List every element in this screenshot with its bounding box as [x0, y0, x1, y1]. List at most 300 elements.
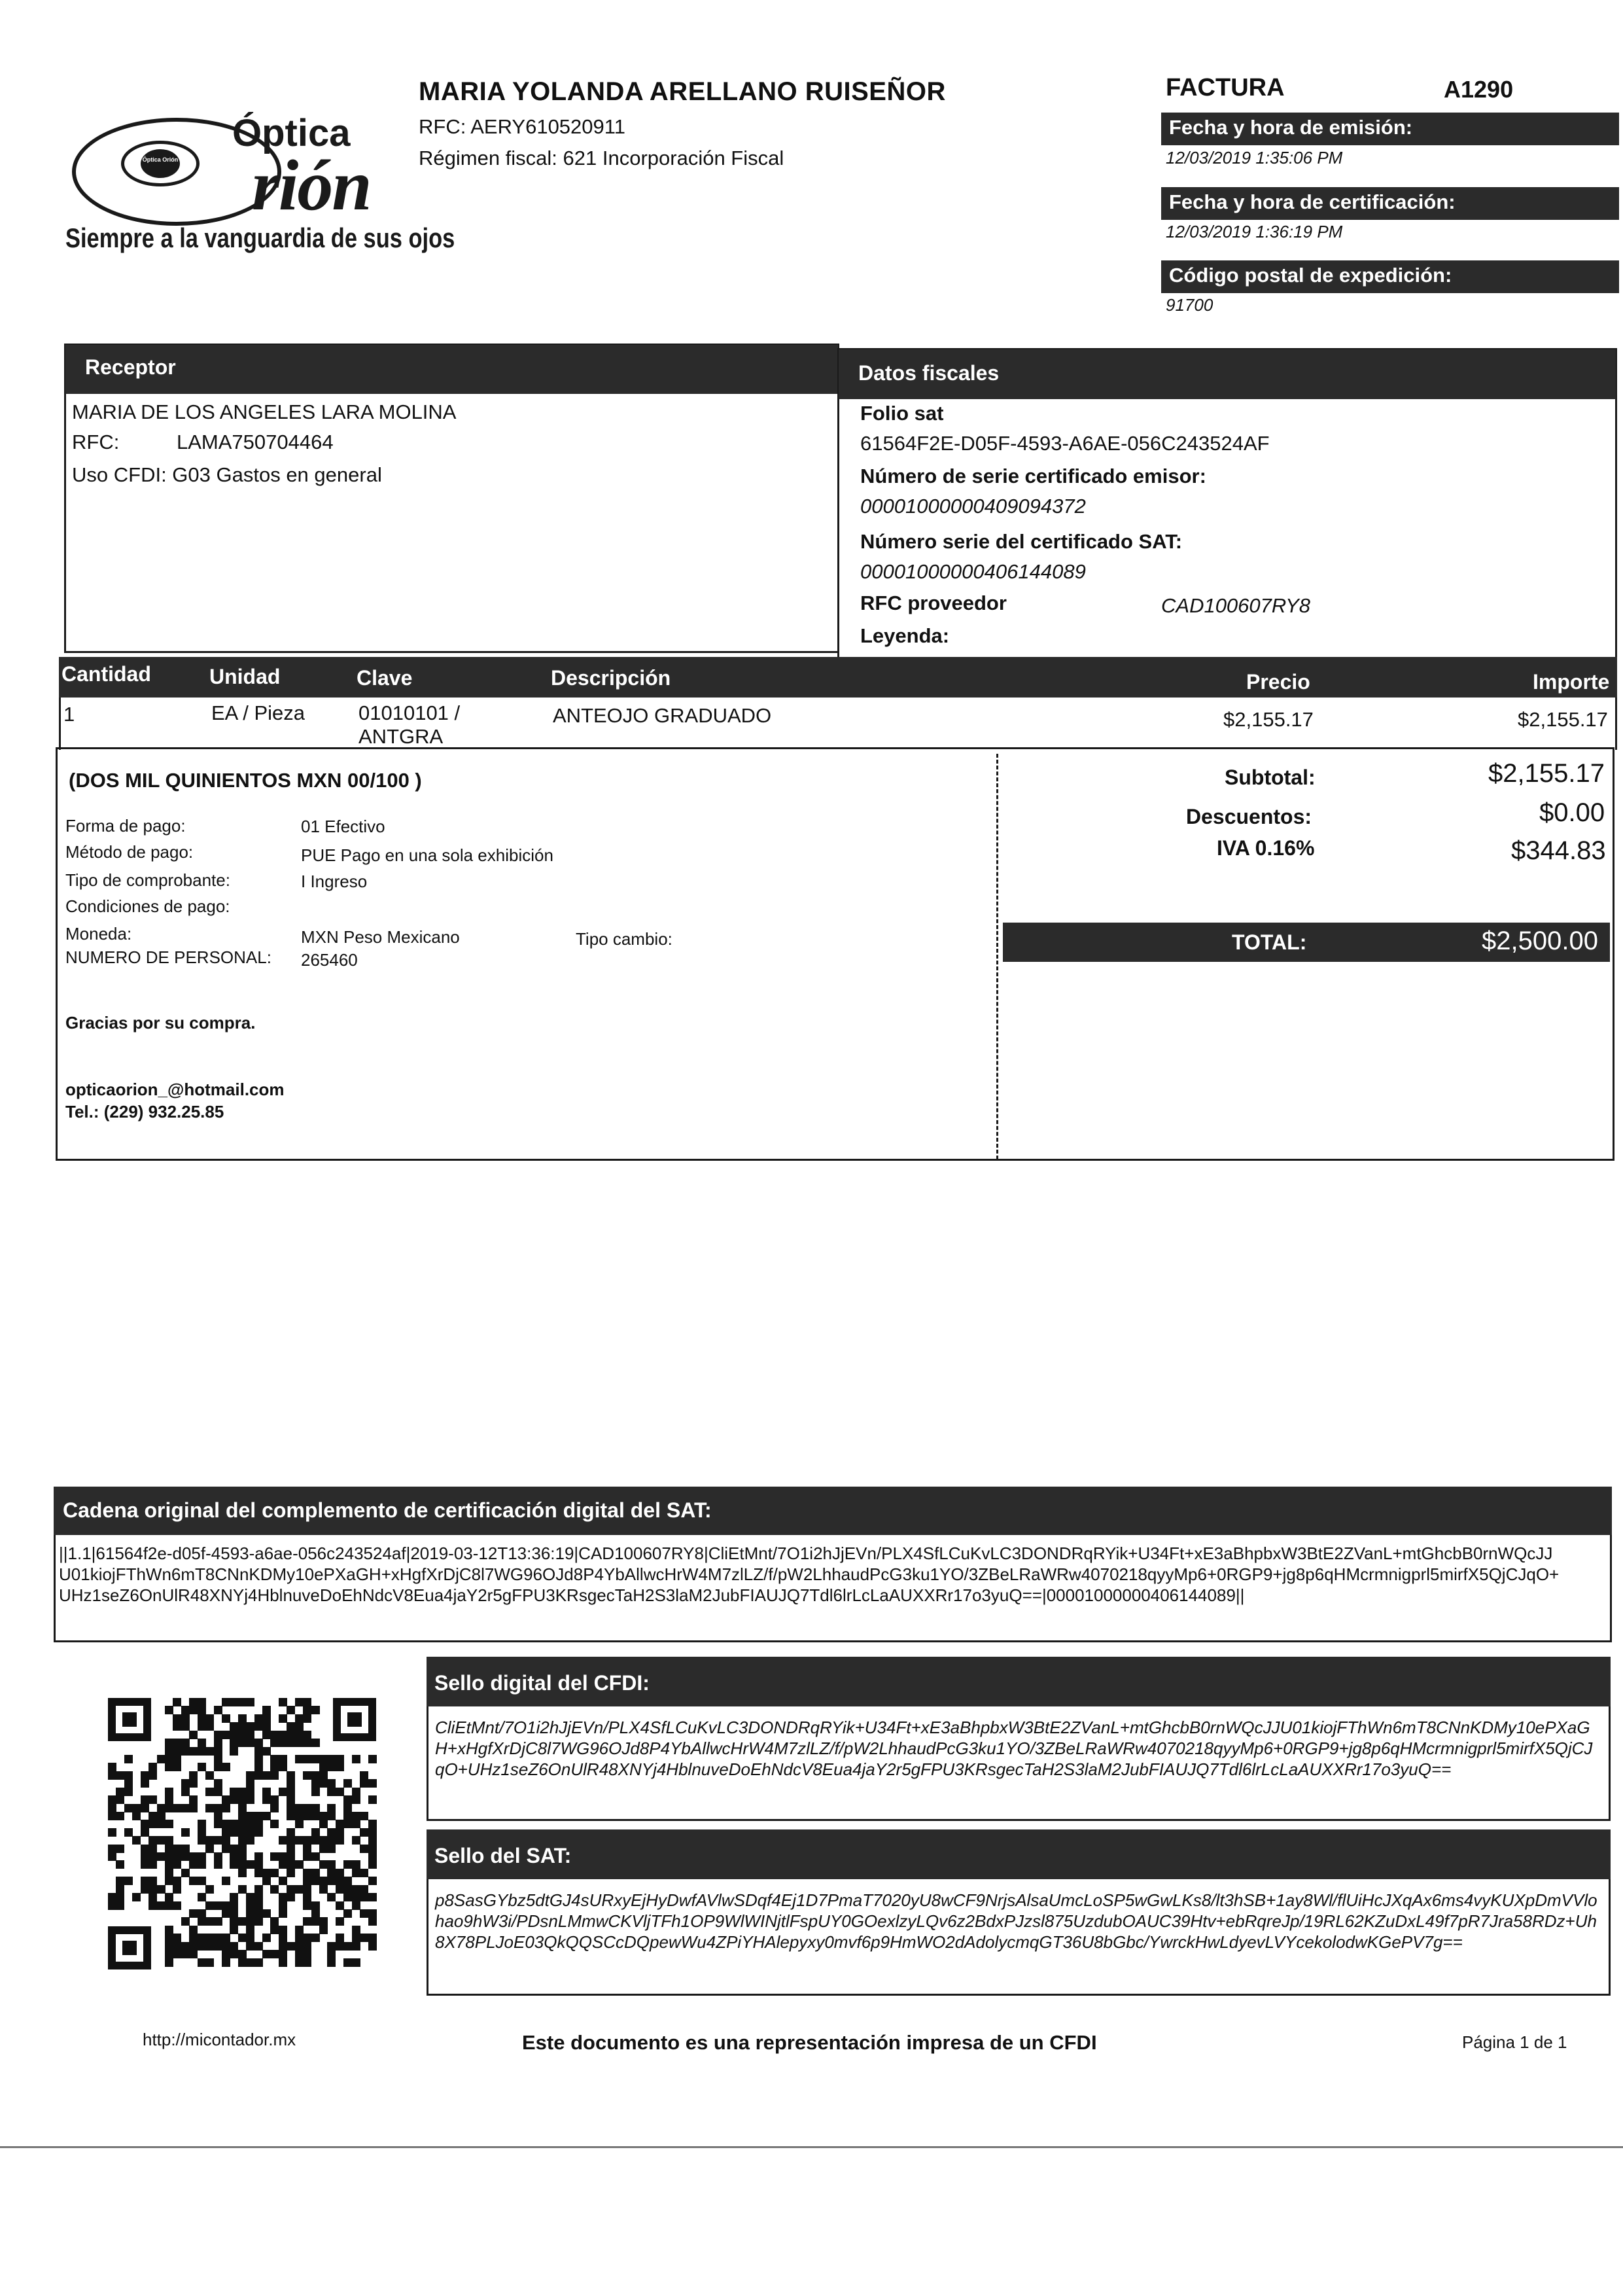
qr-module — [295, 1942, 304, 1951]
qr-module — [173, 1901, 181, 1910]
contact-email: opticaorion_@hotmail.com — [65, 1080, 285, 1099]
qr-module — [254, 1763, 263, 1771]
qr-module — [262, 1706, 271, 1714]
personal-value: 265460 — [301, 950, 358, 970]
qr-module — [262, 1909, 271, 1918]
header-precio: Precio — [1246, 670, 1310, 694]
qr-module — [230, 1845, 238, 1853]
qr-module — [303, 1739, 311, 1747]
qr-module — [157, 1836, 166, 1845]
qr-module — [311, 1828, 320, 1837]
qr-module — [181, 1788, 190, 1796]
qr-module — [205, 1942, 214, 1951]
qr-module — [311, 1909, 320, 1918]
qr-module — [279, 1763, 287, 1771]
qr-module — [262, 1731, 271, 1739]
qr-module — [238, 1869, 247, 1877]
cp-label: Código postal de expedición: — [1161, 260, 1619, 293]
qr-module — [181, 1845, 190, 1853]
qr-module — [148, 1885, 157, 1894]
qr-module — [173, 1763, 181, 1771]
qr-module — [238, 1739, 247, 1747]
qr-module — [189, 1852, 198, 1861]
total-label: TOTAL: — [1232, 930, 1307, 954]
qr-module — [124, 1804, 133, 1812]
qr-module — [336, 1828, 344, 1837]
qr-module — [287, 1706, 295, 1714]
qr-module — [165, 1747, 173, 1756]
folio-value: 61564F2E-D05F-4593-A6AE-056C243524AF — [860, 432, 1270, 455]
qr-module — [198, 1722, 206, 1731]
qr-module — [214, 1739, 222, 1747]
qr-module — [205, 1804, 214, 1812]
qr-module — [189, 1698, 198, 1706]
personal-label: NUMERO DE PERSONAL: — [65, 947, 271, 967]
rfc-proveedor-label: RFC proveedor — [860, 592, 1007, 614]
qr-module — [238, 1731, 247, 1739]
qr-module — [148, 1877, 157, 1885]
qr-module — [189, 1950, 198, 1958]
qr-module — [327, 1877, 336, 1885]
qr-module — [303, 1877, 311, 1885]
qr-module — [360, 1779, 368, 1788]
tipo-comprobante-label: Tipo de comprobante: — [65, 870, 230, 890]
qr-module — [222, 1909, 230, 1918]
header-cantidad: Cantidad — [61, 662, 151, 686]
qr-module — [295, 1755, 304, 1763]
qr-module — [352, 1820, 360, 1828]
serie-sat-label: Número serie del certificado SAT: — [860, 530, 1183, 553]
qr-module — [360, 1845, 368, 1853]
qr-module — [270, 1739, 279, 1747]
qr-module — [360, 1828, 368, 1837]
qr-module — [246, 1893, 254, 1901]
qr-module — [124, 1755, 133, 1763]
qr-module — [222, 1795, 230, 1804]
qr-module — [311, 1917, 320, 1926]
qr-module — [205, 1747, 214, 1756]
qr-module — [181, 1747, 190, 1756]
qr-module — [148, 1901, 157, 1910]
qr-module — [303, 1869, 311, 1877]
qr-module — [230, 1788, 238, 1796]
qr-module — [108, 1763, 116, 1771]
qr-module — [336, 1869, 344, 1877]
qr-module — [165, 1893, 173, 1901]
qr-module — [238, 1845, 247, 1853]
qr-module — [254, 1885, 263, 1894]
qr-module — [148, 1820, 157, 1828]
qr-module — [230, 1739, 238, 1747]
qr-module — [173, 1934, 181, 1942]
qr-module — [181, 1714, 190, 1723]
qr-module — [368, 1893, 377, 1901]
qr-module — [198, 1860, 206, 1869]
qr-module — [295, 1926, 304, 1934]
qr-module — [262, 1771, 271, 1780]
items-header — [59, 657, 1617, 698]
qr-module — [238, 1950, 247, 1958]
qr-module — [303, 1958, 311, 1967]
qr-module — [287, 1836, 295, 1845]
qr-module — [295, 1950, 304, 1958]
qr-module — [327, 1860, 336, 1869]
qr-module — [270, 1926, 279, 1934]
issuer-rfc: RFC: AERY610520911 — [419, 115, 625, 138]
table-row — [59, 698, 1617, 750]
qr-module — [336, 1836, 344, 1845]
qr-module — [141, 1877, 149, 1885]
qr-module — [336, 1755, 344, 1763]
qr-module — [205, 1836, 214, 1845]
qr-module — [254, 1917, 263, 1926]
qr-module — [319, 1755, 328, 1763]
qr-module — [343, 1779, 352, 1788]
qr-module — [222, 1804, 230, 1812]
qr-module — [141, 1795, 149, 1804]
qr-module — [368, 1828, 377, 1837]
qr-module — [303, 1731, 311, 1739]
qr-module — [116, 1845, 124, 1853]
qr-module — [270, 1755, 279, 1763]
serie-sat-value: 00001000000406144089 — [860, 560, 1086, 583]
qr-module — [319, 1779, 328, 1788]
qr-module — [230, 1901, 238, 1910]
qr-module — [270, 1885, 279, 1894]
qr-module — [279, 1852, 287, 1861]
qr-module — [238, 1917, 247, 1926]
qr-module — [368, 1942, 377, 1951]
qr-module — [311, 1852, 320, 1861]
qr-module — [368, 1779, 377, 1788]
qr-module — [238, 1698, 247, 1706]
qr-module — [238, 1812, 247, 1820]
qr-module — [148, 1812, 157, 1820]
company-logo — [59, 92, 455, 268]
qr-module — [181, 1804, 190, 1812]
qr-module — [198, 1820, 206, 1828]
qr-module — [108, 1852, 116, 1861]
qr-module — [189, 1942, 198, 1951]
qr-module — [116, 1795, 124, 1804]
qr-module — [205, 1934, 214, 1942]
qr-module — [198, 1852, 206, 1861]
qr-module — [165, 1706, 173, 1714]
qr-module — [173, 1885, 181, 1894]
certificacion-value: 12/03/2019 1:36:19 PM — [1166, 222, 1343, 241]
qr-module — [287, 1828, 295, 1837]
qr-module — [230, 1893, 238, 1901]
qr-module — [198, 1763, 206, 1771]
qr-module — [287, 1852, 295, 1861]
qr-module — [303, 1852, 311, 1861]
qr-module — [198, 1917, 206, 1926]
qr-module — [262, 1747, 271, 1756]
qr-module — [230, 1747, 238, 1756]
qr-module — [181, 1917, 190, 1926]
qr-module — [165, 1860, 173, 1869]
forma-pago-label: Forma de pago: — [65, 816, 186, 836]
qr-module — [303, 1917, 311, 1926]
qr-module — [295, 1739, 304, 1747]
qr-module — [198, 1698, 206, 1706]
qr-module — [230, 1917, 238, 1926]
qr-module — [303, 1714, 311, 1723]
qr-module — [214, 1747, 222, 1756]
qr-module — [319, 1836, 328, 1845]
sello-sat-text: p8SasGYbz5dtGJ4sURxyEjHyDwfAVlwSDqf4Ej1D7PmaT7020yU8wCF9NrjsAlsaUmcLoSP5wGwLKs8/lt3hSB+1ay8Wl/flUiHcJXqAx6ms4vyKUXpDmVVlohao9hW3i/PDsnLMmwCKVljTFh1OP9WlWINjtlFspUY0GOexlzyLQv6z2BdxPJzsl875UzdubOAUC39Htv+ebRqreJp/19RL62KZuDxL49f7pR7Jra58RDz+Uh8X78PLJoE03QkQQSCcDQpewWu4ZPiYHAlepyxy0mvf6p9HmWO2dAdolycmqGT36U8bGbc/YwrckHwLdyevLVYcekolodwKGePV7g== — [435, 1890, 1597, 1952]
qr-module — [165, 1755, 173, 1763]
qr-module — [303, 1836, 311, 1845]
qr-module — [132, 1893, 141, 1901]
qr-module — [254, 1869, 263, 1877]
qr-module — [205, 1714, 214, 1723]
qr-module — [319, 1885, 328, 1894]
qr-module — [214, 1812, 222, 1820]
qr-module — [279, 1788, 287, 1796]
qr-module — [311, 1804, 320, 1812]
qr-module — [368, 1836, 377, 1845]
qr-module — [198, 1877, 206, 1885]
qr-module — [270, 1804, 279, 1812]
qr-module — [368, 1852, 377, 1861]
qr-module — [352, 1860, 360, 1869]
qr-module — [205, 1722, 214, 1731]
qr-module — [270, 1731, 279, 1739]
qr-module — [238, 1820, 247, 1828]
qr-module — [222, 1942, 230, 1951]
moneda-value: MXN Peso Mexicano — [301, 927, 460, 947]
qr-module — [311, 1877, 320, 1885]
qr-module — [246, 1722, 254, 1731]
tipo-cambio-label: Tipo cambio: — [576, 929, 672, 949]
qr-module — [279, 1860, 287, 1869]
qr-module — [222, 1934, 230, 1942]
qr-module — [189, 1771, 198, 1780]
qr-module — [352, 1958, 360, 1967]
qr-module — [141, 1828, 149, 1837]
qr-module — [246, 1788, 254, 1796]
qr-module — [287, 1893, 295, 1901]
qr-module — [205, 1885, 214, 1894]
qr-module — [254, 1852, 263, 1861]
qr-module — [295, 1698, 304, 1706]
qr-module — [141, 1820, 149, 1828]
qr-module — [279, 1739, 287, 1747]
amount-in-words: (DOS MIL QUINIENTOS MXN 00/100 ) — [69, 769, 422, 792]
qr-module — [360, 1934, 368, 1942]
qr-module — [352, 1901, 360, 1910]
header-unidad: Unidad — [209, 665, 281, 688]
qr-module — [311, 1706, 320, 1714]
qr-module — [360, 1893, 368, 1901]
qr-module — [116, 1901, 124, 1910]
qr-module — [336, 1934, 344, 1942]
qr-module — [303, 1845, 311, 1853]
qr-module — [205, 1771, 214, 1780]
condiciones-label: Condiciones de pago: — [65, 896, 230, 916]
issuer-name: MARIA YOLANDA ARELLANO RUISEÑOR — [419, 77, 946, 106]
qr-module — [287, 1771, 295, 1780]
qr-module — [108, 1901, 116, 1910]
qr-module — [254, 1714, 263, 1723]
qr-module — [368, 1909, 377, 1918]
qr-module — [262, 1795, 271, 1804]
qr-module — [205, 1901, 214, 1910]
receptor-rfc-label: RFC: — [72, 431, 120, 453]
qr-module — [303, 1893, 311, 1901]
qr-module — [205, 1917, 214, 1926]
qr-module — [132, 1836, 141, 1845]
qr-module — [254, 1828, 263, 1837]
qr-module — [352, 1934, 360, 1942]
header-importe: Importe — [1533, 670, 1610, 694]
qr-module — [214, 1820, 222, 1828]
qr-module — [230, 1942, 238, 1951]
receptor-uso: Uso CFDI: G03 Gastos en general — [72, 463, 382, 486]
descuentos-label: Descuentos: — [1186, 805, 1312, 828]
qr-module — [230, 1909, 238, 1918]
qr-module — [360, 1869, 368, 1877]
qr-module — [205, 1845, 214, 1853]
qr-module — [303, 1755, 311, 1763]
qr-module — [303, 1950, 311, 1958]
item-precio: $2,155.17 — [1223, 708, 1314, 731]
qr-module — [368, 1934, 377, 1942]
header-descripcion: Descripción — [551, 666, 671, 690]
qr-module — [189, 1804, 198, 1812]
qr-module — [303, 1771, 311, 1780]
qr-module — [270, 1820, 279, 1828]
qr-module — [108, 1893, 116, 1901]
qr-module — [165, 1958, 173, 1967]
item-unidad: EA / Pieza — [211, 701, 305, 724]
issuer-regimen: Régimen fiscal: 621 Incorporación Fiscal — [419, 147, 784, 169]
qr-module — [295, 1934, 304, 1942]
emision-value: 12/03/2019 1:35:06 PM — [1166, 148, 1343, 168]
qr-module — [352, 1812, 360, 1820]
qr-module — [148, 1893, 157, 1901]
qr-module — [311, 1812, 320, 1820]
qr-module — [222, 1731, 230, 1739]
subtotal-label: Subtotal: — [1225, 766, 1316, 789]
qr-module — [295, 1722, 304, 1731]
leyenda-label: Leyenda: — [860, 624, 950, 647]
qr-module — [222, 1845, 230, 1853]
qr-module — [336, 1763, 344, 1771]
qr-module — [295, 1812, 304, 1820]
qr-module — [181, 1852, 190, 1861]
qr-module — [319, 1877, 328, 1885]
qr-module — [246, 1739, 254, 1747]
qr-module — [352, 1885, 360, 1894]
qr-module — [116, 1788, 124, 1796]
qr-module — [230, 1950, 238, 1958]
qr-module — [165, 1942, 173, 1951]
qr-module — [198, 1958, 206, 1967]
qr-module — [238, 1722, 247, 1731]
cadena-title: Cadena original del complemento de certificación digital del SAT: — [54, 1487, 1612, 1535]
qr-module — [360, 1812, 368, 1820]
qr-module — [303, 1698, 311, 1706]
total-value: $2,500.00 — [1482, 927, 1598, 955]
qr-module — [368, 1860, 377, 1869]
qr-module — [141, 1771, 149, 1780]
item-descripcion: ANTEOJO GRADUADO — [553, 704, 772, 727]
footer-url[interactable]: http://micontador.mx — [143, 2030, 296, 2049]
qr-module — [246, 1795, 254, 1804]
qr-module — [287, 1942, 295, 1951]
qr-module — [360, 1909, 368, 1918]
qr-module — [246, 1926, 254, 1934]
qr-module — [287, 1731, 295, 1739]
qr-module — [148, 1836, 157, 1845]
qr-module — [198, 1714, 206, 1723]
qr-module — [368, 1795, 377, 1804]
qr-module — [165, 1788, 173, 1796]
qr-module — [165, 1804, 173, 1812]
qr-module — [141, 1845, 149, 1853]
qr-module — [279, 1698, 287, 1706]
qr-module — [230, 1731, 238, 1739]
qr-module — [287, 1885, 295, 1894]
qr-module — [254, 1722, 263, 1731]
qr-module — [173, 1852, 181, 1861]
qr-module — [287, 1722, 295, 1731]
qr-module — [246, 1828, 254, 1837]
qr-module — [189, 1779, 198, 1788]
qr-module — [287, 1869, 295, 1877]
qr-module — [279, 1950, 287, 1958]
qr-module — [279, 1958, 287, 1967]
receptor-name: MARIA DE LOS ANGELES LARA MOLINA — [72, 400, 457, 423]
qr-module — [311, 1869, 320, 1877]
qr-module — [165, 1820, 173, 1828]
rfc-proveedor-value: CAD100607RY8 — [1161, 594, 1311, 617]
qr-module — [173, 1714, 181, 1723]
qr-module — [279, 1731, 287, 1739]
qr-module — [343, 1804, 352, 1812]
qr-module — [270, 1763, 279, 1771]
qr-module — [343, 1885, 352, 1894]
cp-value: 91700 — [1166, 295, 1213, 315]
qr-module — [173, 1942, 181, 1951]
qr-module — [124, 1788, 133, 1796]
qr-module — [238, 1885, 247, 1894]
qr-module — [254, 1747, 263, 1756]
qr-module — [319, 1763, 328, 1771]
qr-module — [214, 1731, 222, 1739]
qr-module — [189, 1747, 198, 1756]
qr-module — [108, 1771, 116, 1780]
qr-module — [303, 1934, 311, 1942]
qr-module — [327, 1950, 336, 1958]
qr-module — [165, 1926, 173, 1934]
qr-module — [189, 1934, 198, 1942]
qr-module — [141, 1852, 149, 1861]
qr-module — [222, 1950, 230, 1958]
qr-module — [141, 1779, 149, 1788]
qr-module — [165, 1836, 173, 1845]
sello-cfdi-title: Sello digital del CFDI: — [427, 1657, 1611, 1706]
qr-module — [222, 1828, 230, 1837]
qr-module — [279, 1893, 287, 1901]
qr-module — [287, 1860, 295, 1869]
qr-module — [230, 1722, 238, 1731]
qr-module — [214, 1934, 222, 1942]
qr-module — [148, 1852, 157, 1861]
qr-module — [311, 1739, 320, 1747]
